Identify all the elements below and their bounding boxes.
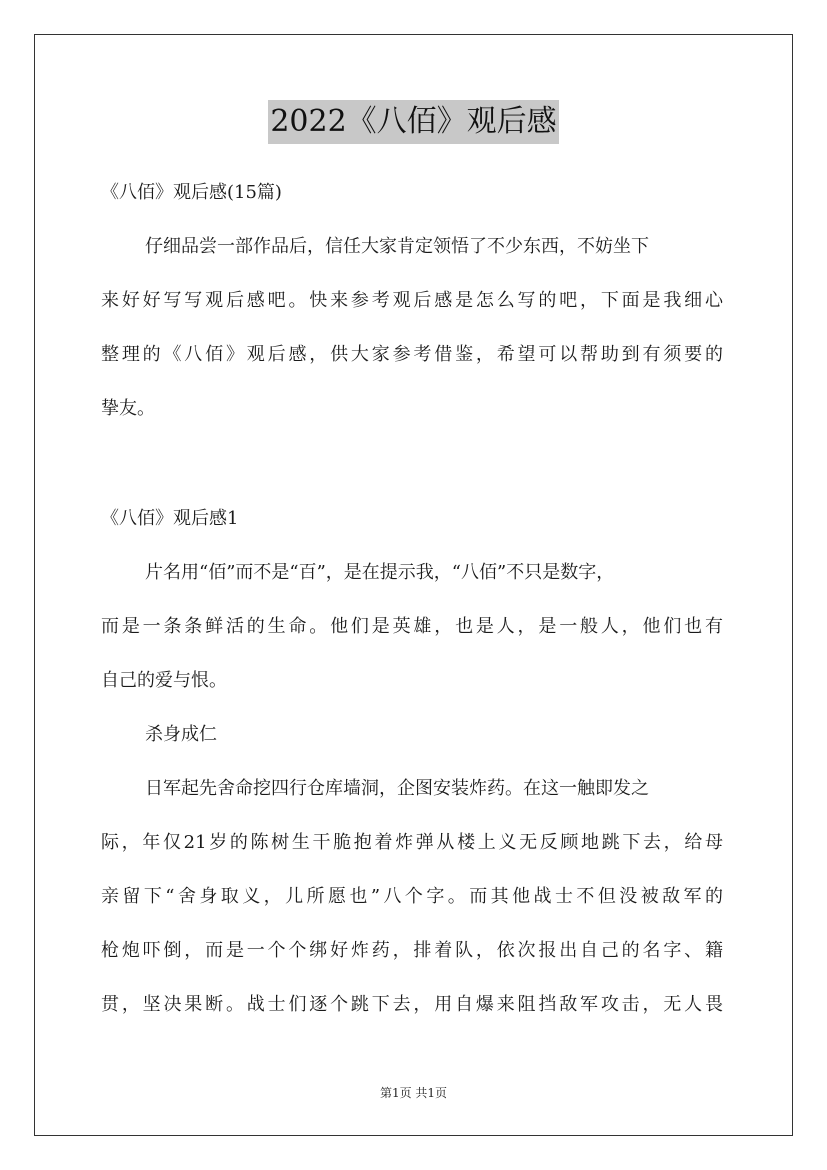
paragraph-line: 自己的爱与恨。: [101, 670, 227, 691]
paragraph-line: 亲留下“舍身取义，儿所愿也”八个字。而其他战士不但没被敌军的: [101, 886, 723, 907]
page-footer: 第1页 共1页: [379, 1086, 448, 1100]
intro-line: 挚友。: [101, 398, 155, 419]
intro-line: 整理的《八佰》观后感，供大家参考借鉴，希望可以帮助到有须要的: [101, 344, 723, 365]
paragraph-line: 而是一条条鲜活的生命。他们是英雄，也是人，是一般人，他们也有: [101, 616, 723, 637]
title-container: [0, 100, 827, 144]
paragraph-line: 贯，坚决果断。战士们逐个跳下去，用自爆来阻挡敌军攻击，无人畏: [101, 994, 723, 1015]
paragraph-line: 枪炮吓倒，而是一个个绑好炸药，排着队，依次报出自己的名字、籍: [101, 940, 723, 961]
paragraph-line: 片名用“佰”而不是“百”，是在提示我，“八佰”不只是数字，: [145, 562, 615, 583]
document-title: 2022《八佰》观后感: [268, 100, 558, 144]
sub-heading: 杀身成仁: [145, 724, 217, 745]
intro-line: 仔细品尝一部作品后，信任大家肯定领悟了不少东西，不妨坐下: [145, 236, 649, 257]
document-subtitle: 《八佰》观后感(15篇): [101, 182, 282, 203]
paragraph-line: 日军起先舍命挖四行仓库墙洞，企图安装炸药。在这一触即发之: [145, 778, 649, 799]
section-heading: 《八佰》观后感1: [101, 508, 239, 529]
paragraph-line: 际，年仅21岁的陈树生干脆抱着炸弹从楼上义无反顾地跳下去，给母: [101, 832, 723, 853]
intro-line: 来好好写写观后感吧。快来参考观后感是怎么写的吧，下面是我细心: [101, 290, 723, 311]
